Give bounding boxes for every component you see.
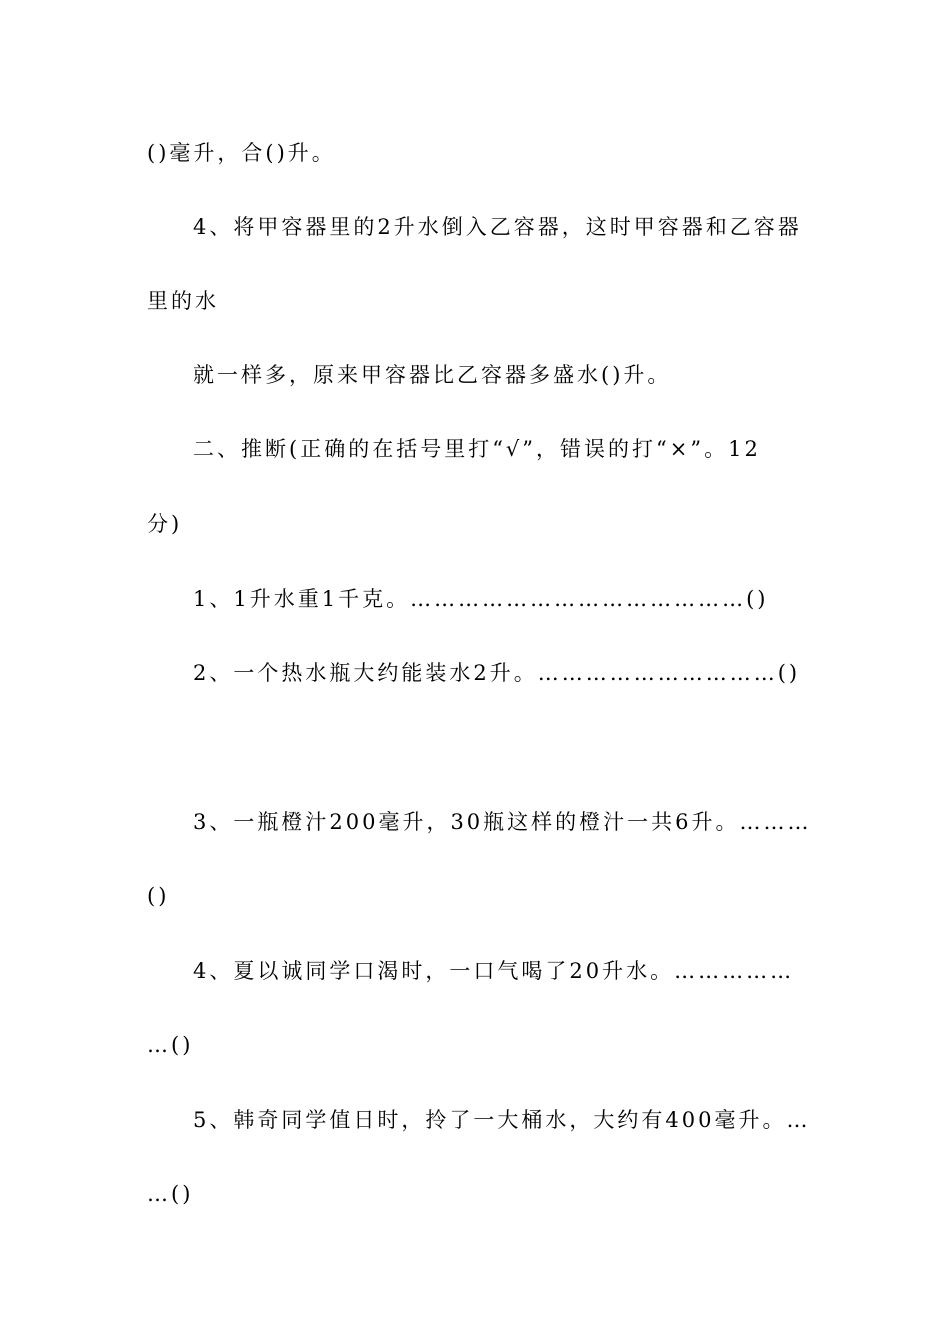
question-item: 4、夏以诚同学口渴时，一口气喝了20升水。…………… xyxy=(193,959,795,983)
section-heading: 二、推断(正确的在括号里打“√”，错误的打“×”。12 xyxy=(193,437,761,461)
question-item: 3、一瓶橙汁200毫升，30瓶这样的橙汁一共6升。……… xyxy=(193,810,812,834)
text-line: …() xyxy=(147,1033,194,1057)
text-line: 里的水 xyxy=(147,289,219,313)
question-item: 1、1升水重1千克。……………………………………() xyxy=(193,587,769,611)
question-item: 5、韩奇同学值日时，拎了一大桶水，大约有400毫升。… xyxy=(193,1108,811,1132)
text-line: () xyxy=(147,884,170,908)
text-line: ()毫升，合()升。 xyxy=(147,141,336,165)
question-item: 2、一个热水瓶大约能装水2升。…………………………() xyxy=(193,661,801,685)
text-line: 就一样多，原来甲容器比乙容器多盛水()升。 xyxy=(193,363,672,387)
text-line: 分) xyxy=(147,512,183,536)
text-line: 4、将甲容器里的2升水倒入乙容器，这时甲容器和乙容器 xyxy=(193,215,802,239)
text-line: …() xyxy=(147,1182,194,1206)
